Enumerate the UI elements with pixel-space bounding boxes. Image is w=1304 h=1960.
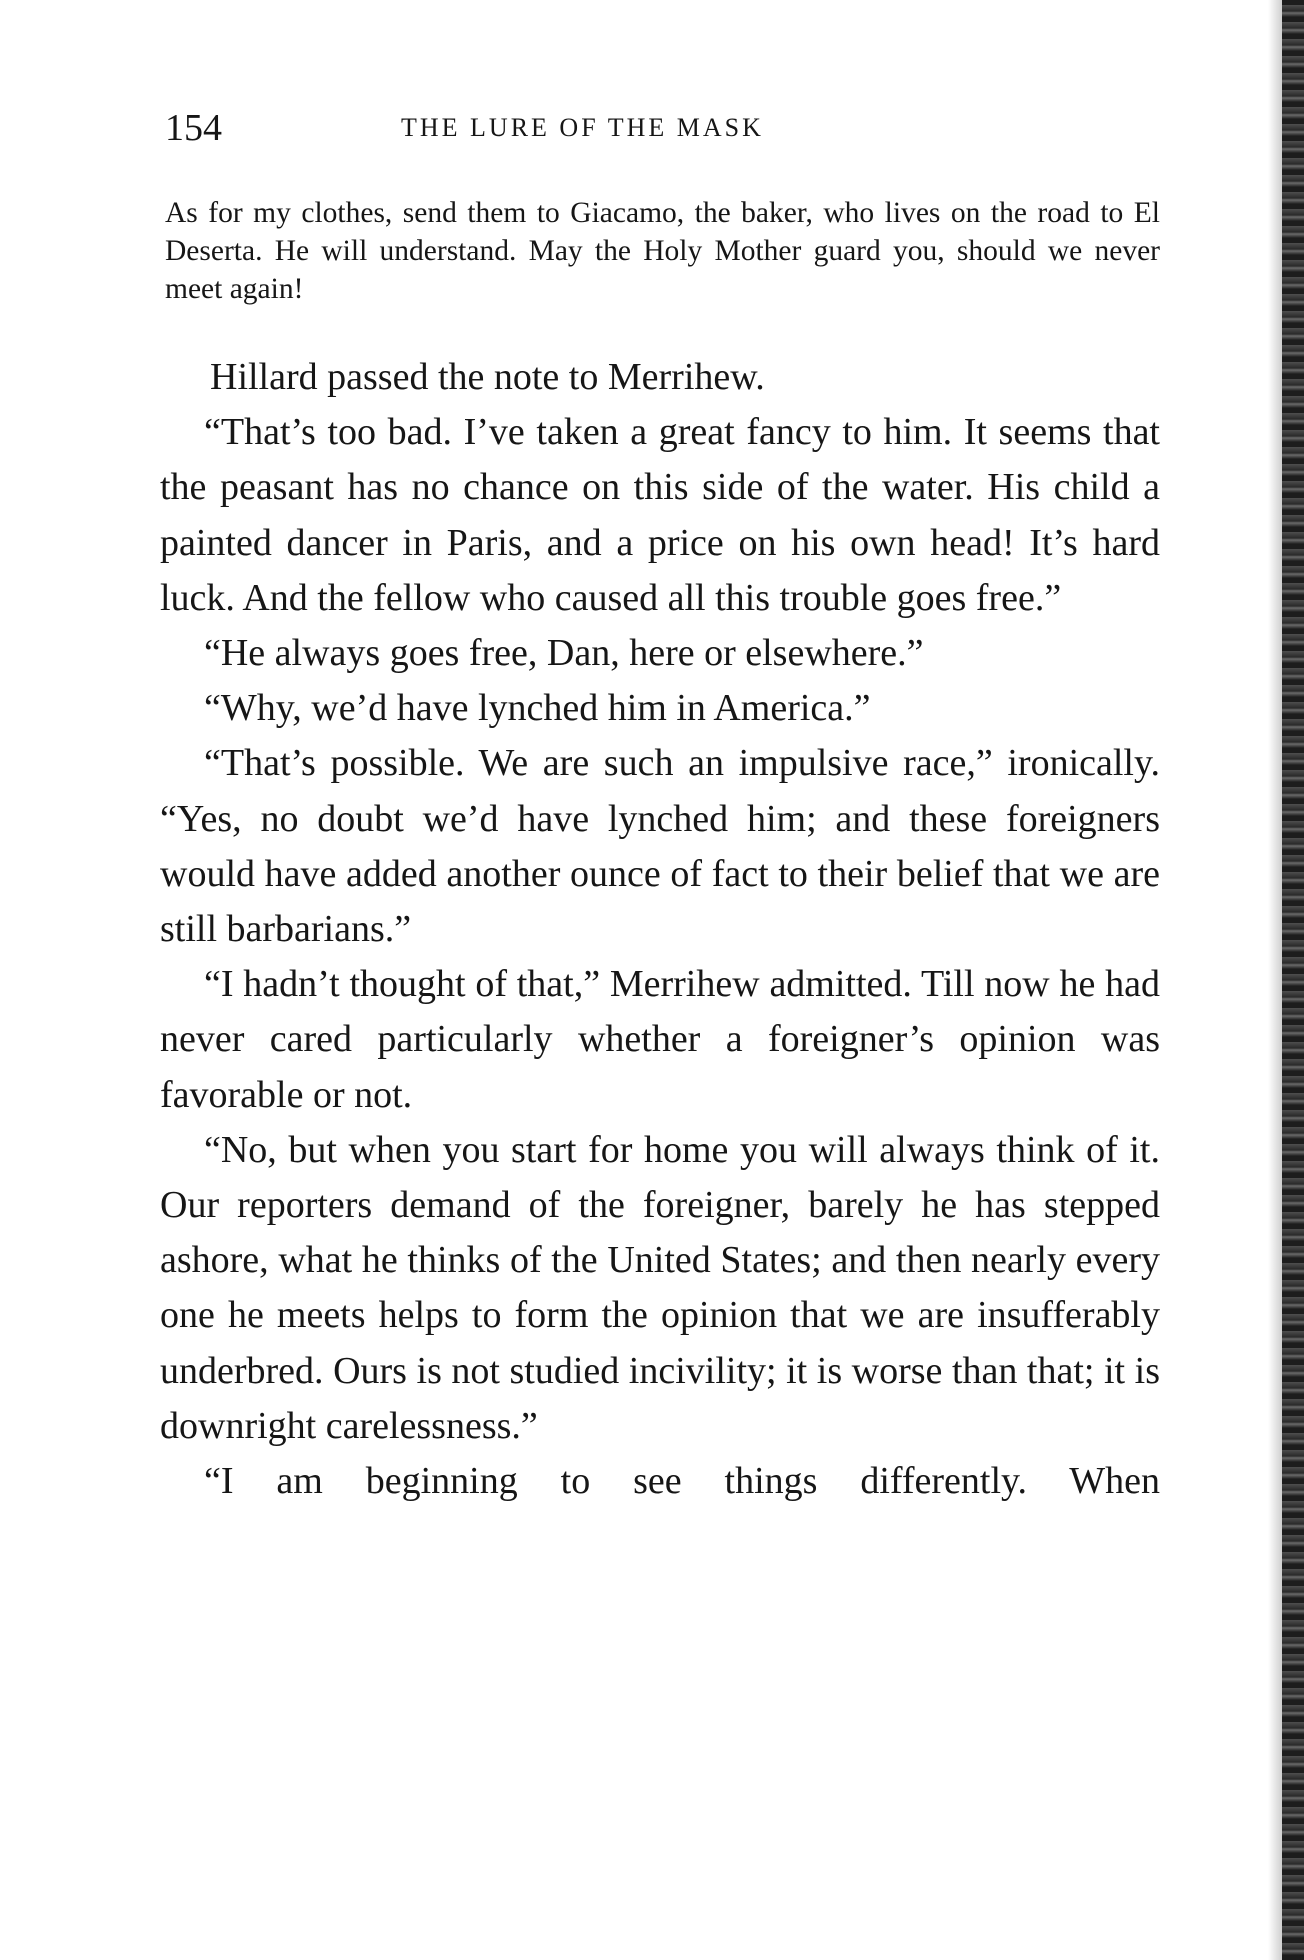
paragraph: “He always goes free, Dan, here or elsewhere.” bbox=[204, 632, 924, 675]
binding-shadow bbox=[1268, 0, 1282, 1960]
running-head bbox=[165, 102, 1155, 154]
page-number: 154 bbox=[165, 107, 222, 149]
paragraph: “I hadn’t thought of that,” Merrihew admitted. Till now he had never cared particularly whether a foreigner’s opinion was favorable or not. bbox=[160, 963, 1160, 1116]
paragraph: Hillard passed the note to Merrihew. bbox=[210, 356, 765, 398]
paragraph: “That’s possible. We are such an impulsive race,” ironically. “Yes, no doubt we’d have lynched him; and these foreigners would have added another ounce of fact to their belief that we are still barbarians.” bbox=[160, 742, 1160, 951]
binding-edge bbox=[1282, 0, 1304, 1960]
book-title: THE LURE OF THE MASK bbox=[401, 113, 764, 142]
quoted-note: As for my clothes, send them to Giacamo, the baker, who lives on the road to El Deserta. He will understand. May the Holy Mother guard you, should we never meet again! bbox=[165, 197, 1160, 305]
paragraph: “Why, we’d have lynched him in America.” bbox=[204, 687, 871, 730]
body-text bbox=[160, 350, 1160, 1509]
paragraph: “No, but when you start for home you will always think of it. Our reporters demand of the foreigner, barely he has stepped ashore, what he thinks of the United States; and then nearly every one he meets helps to form the opinion that we are insufferably underbred. Ours is not studied incivility; it is worse than that; it is downright carelessness.” bbox=[160, 1128, 1160, 1447]
paragraph-continued: “I am beginning to see things differently. When bbox=[204, 1460, 1160, 1503]
paragraph: “That’s too bad. I’ve taken a great fancy to him. It seems that the peasant has no chance on this side of the water. His child a painted dancer in Paris, and a price on his own head! It’s hard luck. And the fellow who caused all this trouble goes free.” bbox=[160, 411, 1160, 619]
